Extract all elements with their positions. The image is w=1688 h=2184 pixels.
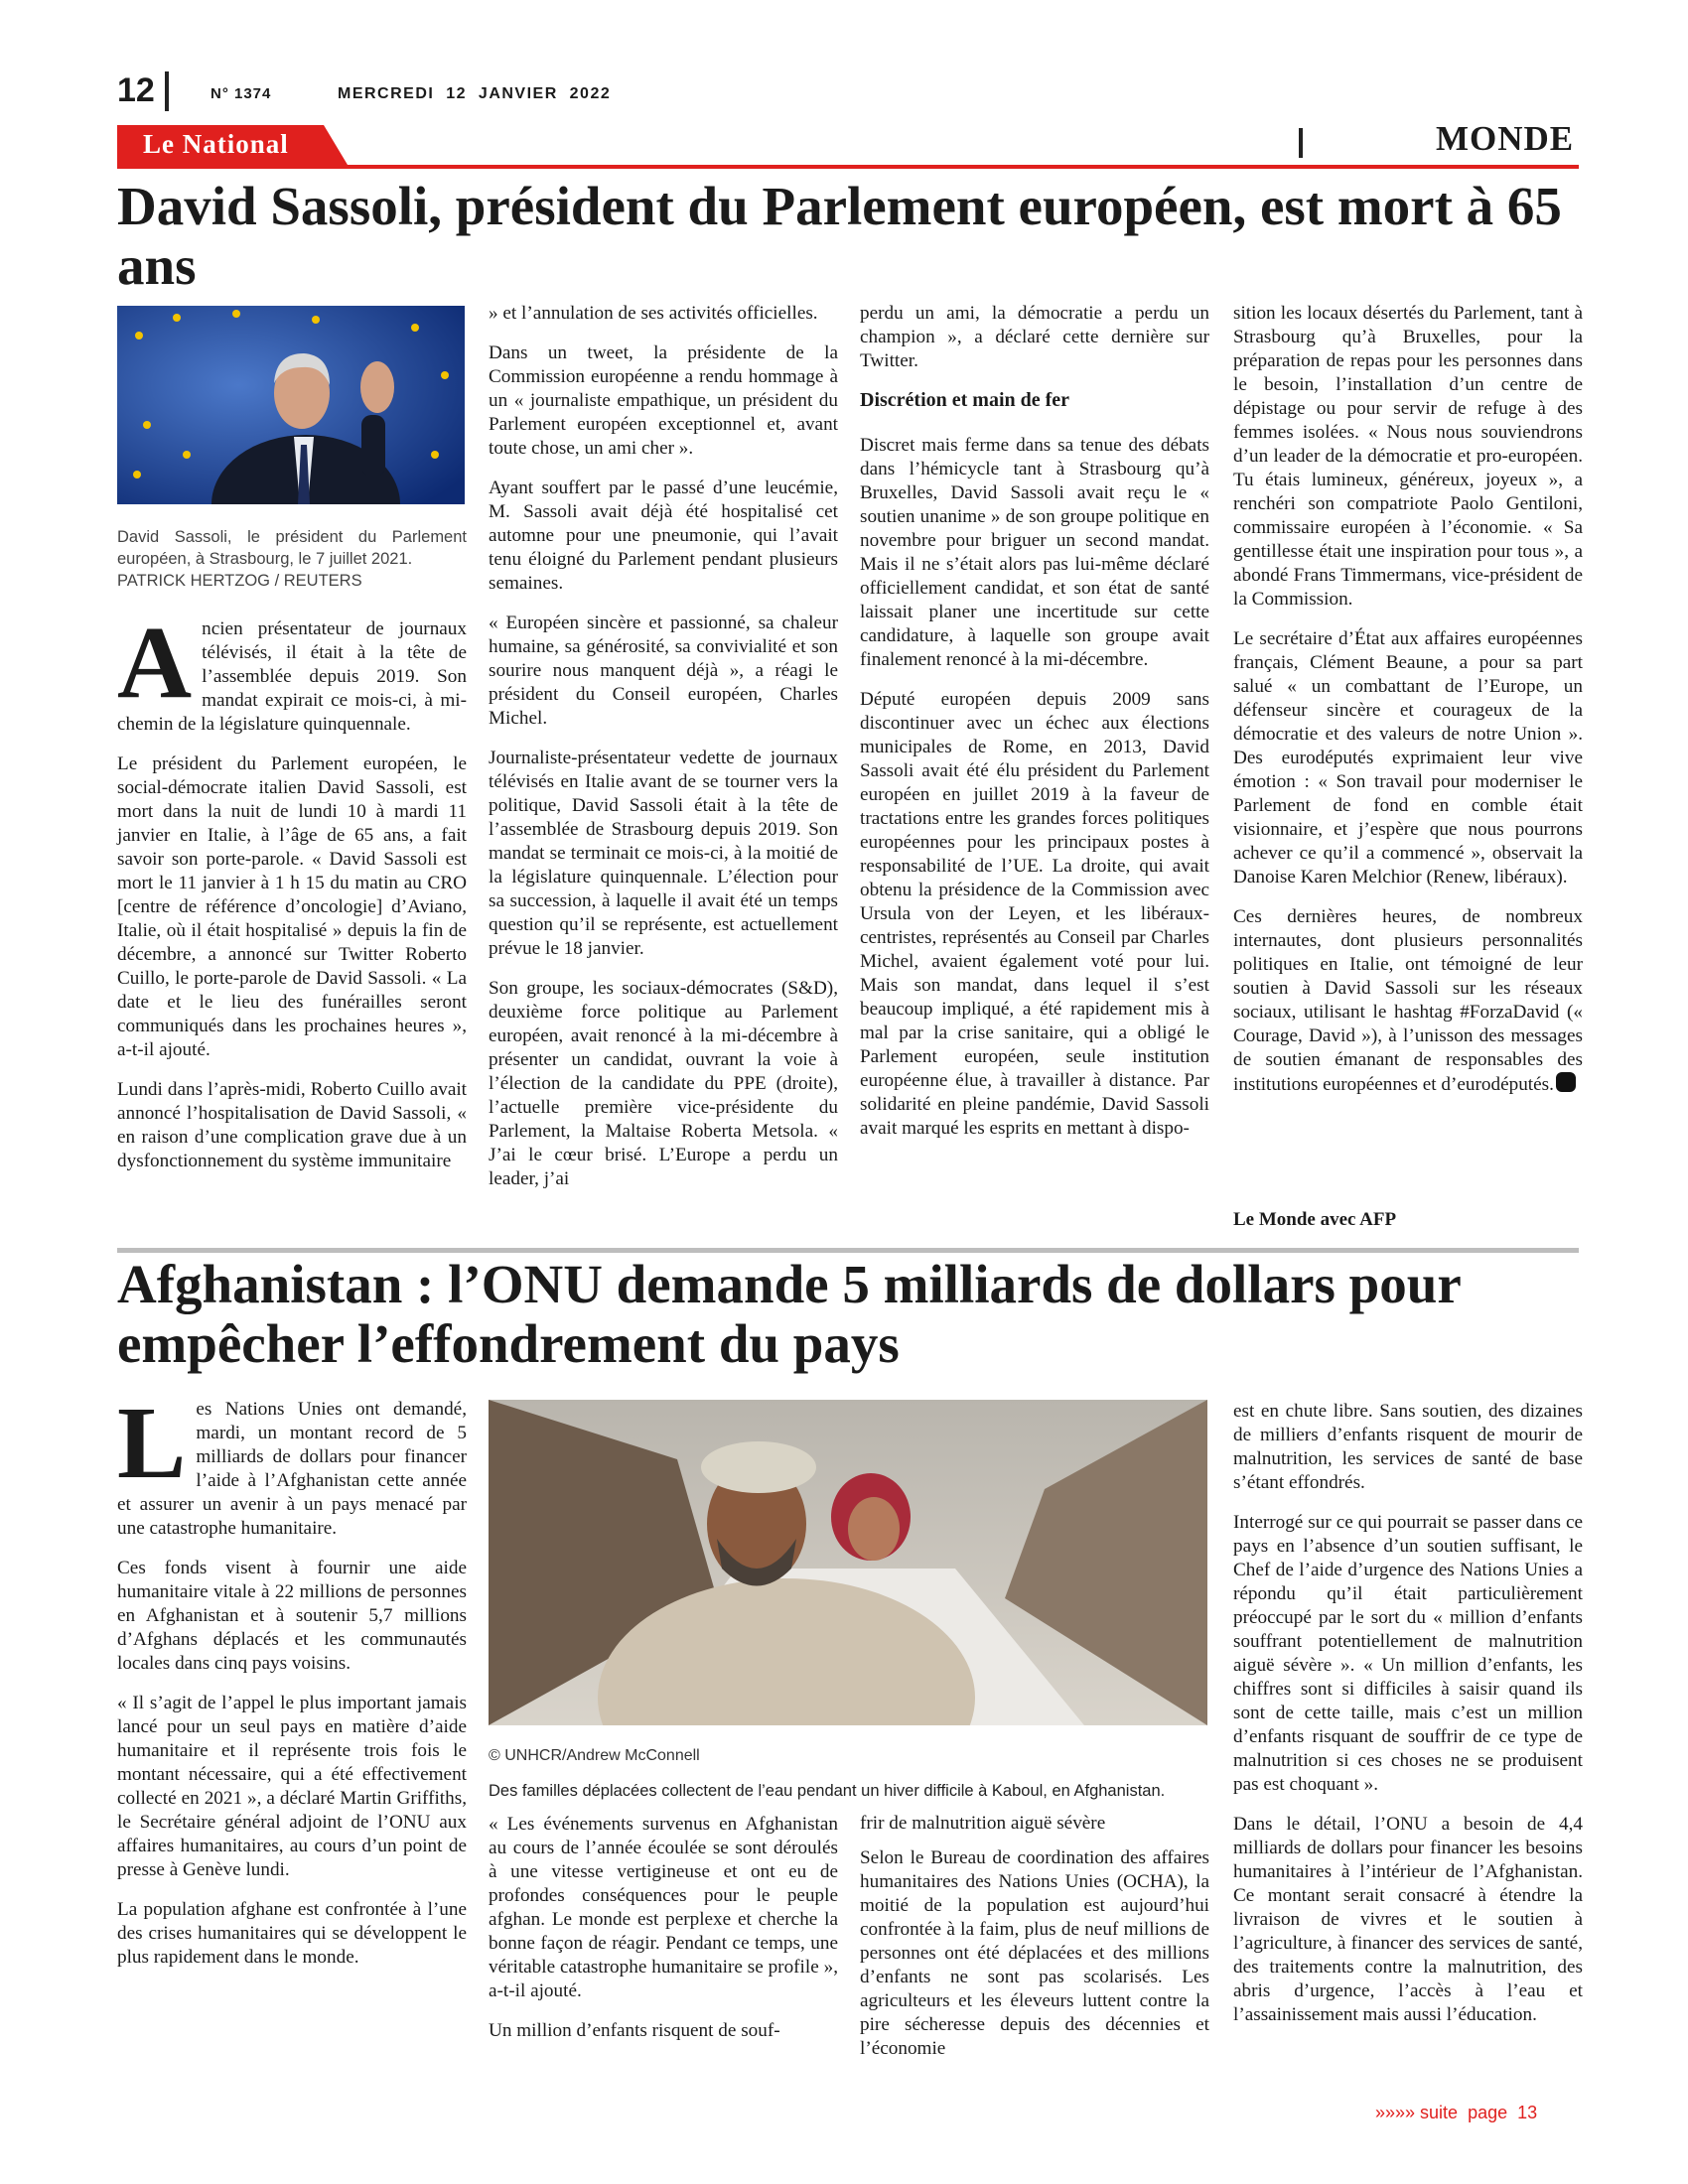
article1-column-4 — [1233, 302, 1583, 1113]
article1-paragraph: Lundi dans l’après-midi, Roberto Cuillo avait annoncé l’hospitalisation de David Sassoli, « en raison d’une complication grave due à un dysfonctionnement du système immunitaire — [117, 1079, 467, 1171]
article1-paragraph: Ayant souffert par le passé d’une leucémie, M. Sassoli avait déjà été hospitalisé cet automne pour une pneumonie, qui l’avait tenu éloigné du Parlement pendant plusieurs semaines. — [489, 478, 838, 594]
article2-paragraph: « Il s’agit de l’appel le plus important jamais lancé pour un seul pays en matière d’aide humanitaire et il représente trois fois le montant nécessaire, qui a été effectivement collecté en 2021 », a déclaré Martin Griffiths, le Secrétaire général adjoint de l’ONU aux affaires humanitaires, au cours d’un point de presse à Genève lundi. — [117, 1693, 467, 1880]
article2-paragraph: Un million d’enfants risquent de souf- — [489, 2020, 780, 2041]
article2-paragraph: Interrogé sur ce qui pourrait se passer dans ce pays en l’absence d’un soutien suffisant, le Chef de l’aide d’urgence des Nations Unies a répondu qu’il était particulièrement préoccupé par le sort du « million d’enfants souffrant potentiellement de malnutrition aiguë sévère ». « Un million d’enfants, les chiffres sont si difficiles à saisir quand ils sont de cette taille, mais c’est un million d’enfants risquant de souffrir de ce type de malnutrition si ces choses ne se produisent pas est choquant ». — [1233, 1512, 1583, 1795]
issue-number: N° 1374 — [211, 85, 272, 102]
article2-column-1 — [117, 1386, 467, 1985]
article2-dropcap: L — [117, 1386, 187, 1500]
article1-column-3 — [860, 302, 1209, 1157]
article1-headline: David Sassoli, président du Parlement européen, est mort à 65 ans — [117, 176, 1562, 296]
article1-paragraph: Ces dernières heures, de nombreux internautes, dont plusieurs personnalités politiques en Italie, ont témoigné de leur soutien à David Sassoli sur les réseaux sociaux, utilisant le hashtag #ForzaDavid (« Courage, David »), à l’unisson des messages de soutien émanant de responsables des institutions européennes et d’eurodéputés. — [1233, 906, 1583, 1095]
end-mark-icon — [1556, 1072, 1576, 1092]
section-title: MONDE — [1436, 119, 1575, 158]
article-separator — [117, 1248, 1579, 1253]
article1-paragraph: Dans un tweet, la présidente de la Commission européenne a rendu hommage à un « journaliste empathique, un président du Parlement européen exceptionnel et, avant toute chose, un ami cher ». — [489, 342, 838, 459]
brand-banner — [117, 125, 348, 165]
article1-column-2 — [489, 302, 838, 1207]
article2-headline: Afghanistan : l’ONU demande 5 milliards de dollars pour empêcher l’effondrement du pays — [117, 1254, 1461, 1374]
article1-paragraph: Discret mais ferme dans sa tenue des débats dans l’hémicycle tant à Strasbourg qu’à Bruxelles, David Sassoli avait reçu le « soutien unanime » de son groupe politique en novembre pour briguer un second mandat. Mais il ne s’était alors pas lui-même déclaré officiellement candidat, et son état de santé laissait planer une incertitude sur cette candidature, à laquelle son groupe avait finalement renoncé à la mi-décembre. — [860, 435, 1209, 670]
article1-paragraph: sition les locaux désertés du Parlement, tant à Strasbourg qu’à Bruxelles, pour la préparation de repas pour les personnes dans le besoin, l’installation d’un centre de dépistage ou pour servir de refuge à des femmes isolées. « Nous nous souviendrons d’un leader de la démocratie et pro-européen. Tu étais lumineux, généreux, joyeux », a renchéri son compatriote Paolo Gentiloni, commissaire européen à l’économie. « Sa gentillesse était une inspiration pour tous », a abondé Frans Timmermans, vice-président de la Commission. — [1233, 303, 1583, 610]
article1-paragraph: Journaliste-présentateur vedette de journaux télévisés en Italie avant de se tourner vers la politique, David Sassoli était à la tête de l’assemblée de Strasbourg depuis 2019. Son mandat se terminait ce mois-ci, à la moitié de la législature quinquennale. L’élection pour sa succession, à laquelle il avait été un temps question qu’il se représente, est actuellement prévue le 18 janvier. — [489, 748, 838, 959]
brand-name: Le National — [143, 129, 289, 159]
article1-photo-caption: David Sassoli, le président du Parlement européen, à Strasbourg, le 7 juillet 2021. — [117, 528, 467, 568]
article2-column-4 — [1233, 1400, 1583, 2043]
article2-subheading: frir de malnutrition aiguë sévère — [860, 1813, 1106, 1834]
article2-paragraph: « Les événements survenus en Afghanistan au cours de l’année écoulée se sont déroulés à une vitesse vertigineuse et ont eu de profondes conséquences pour le peuple afghan. Le monde est perplexe et cherche la bonne façon de réagir. Pendant ce temps, une véritable catastrophe humanitaire se profile », a-t-il ajouté. — [489, 1814, 838, 2001]
article1-dropcap: A — [117, 606, 193, 720]
article2-column-3 — [860, 1813, 1209, 2077]
article1-paragraph: perdu un ami, la démocratie a perdu un champion », a déclaré cette dernière sur Twitter. — [860, 303, 1209, 371]
page-number-divider — [165, 71, 169, 111]
article2-paragraph: La population afghane est confrontée à l’une des crises humanitaires qui se développent le plus rapidement dans le monde. — [117, 1899, 467, 1968]
header-rule — [117, 165, 1579, 169]
article2-photo-caption: Des familles déplacées collectent de l’eau pendant un hiver difficile à Kaboul, en Afghanistan. — [489, 1782, 1166, 1800]
article2-paragraph: Dans le détail, l’ONU a besoin de 4,4 milliards de dollars pour financer les besoins humanitaires à l’intérieur de l’Afghanistan. Ce montant serait consacré à étendre la livraison de vivres et le soutien à l’agriculture, à financer des services de santé, des traitements contre la malnutrition, des abris d’urgence, l’accès à l’eau et l’assainissement mais aussi l’éducation. — [1233, 1814, 1583, 2025]
article2-paragraph: es Nations Unies ont demandé, mardi, un montant record de 5 milliards de dollars pour financer l’aide à l’Afghanistan cette année et assurer un avenir à un pays menacé par une catastrophe humanitaire. — [117, 1399, 467, 1539]
article2-paragraph: Selon le Bureau de coordination des affaires humanitaires des Nations Unies (OCHA), la moitié de la population est aujourd’hui confrontée à la faim, plus de neuf millions de personnes ont été déplacées et des millions d’enfants ne sont pas scolarisés. Les agriculteurs et les éleveurs luttent contre la pire sécheresse depuis des décennies et l’économie — [860, 1847, 1209, 2059]
page-number: 12 — [117, 71, 155, 109]
article2-paragraph: est en chute libre. Sans soutien, des dizaines de milliers d’enfants risquent de mourir de malnutrition, les services de santé de base s’étant effondrés. — [1233, 1401, 1583, 1493]
article1-subheading: Discrétion et main de fer — [860, 389, 1070, 411]
issue-date: MERCREDI 12 JANVIER 2022 — [338, 85, 612, 102]
article1-column-1 — [117, 306, 467, 1189]
article1-paragraph: ncien présentateur de journaux télévisés, il était à la tête de l’assemblée depuis 2019. Son mandat expirait ce mois-ci, à mi-chemin de la législature quinquennale. — [117, 618, 467, 735]
article1-paragraph: » et l’annulation de ses activités officielles. — [489, 303, 818, 324]
article2-photo-credit: © UNHCR/Andrew McConnell — [489, 1747, 700, 1764]
article1-paragraph: « Européen sincère et passionné, sa chaleur humaine, sa générosité, sa convivialité et son sourire nous manquent déjà », a réagi le président du Conseil européen, Charles Michel. — [489, 613, 838, 729]
sassoli-photo — [117, 306, 465, 504]
article2-column-2 — [489, 1813, 838, 2059]
continued-link[interactable]: »»»» suite page 13 — [1375, 2103, 1538, 2122]
article2-paragraph: Ces fonds visent à fournir une aide humanitaire vitale à 22 millions de personnes en Afghanistan et à soutenir 5,7 millions d’Afghans déplacés et les communautés locales dans cinq pays voisins. — [117, 1558, 467, 1674]
article1-paragraph: Son groupe, les sociaux-démocrates (S&D), deuxième force politique au Parlement européen, avait renoncé à la mi-décembre à présenter un candidat, ouvrant la voie à l’élection de la candidate du PPE (droite), l’actuelle première vice-présidente du Parlement, la Maltaise Roberta Metsola. « J’ai le cœur brisé. L’Europe a perdu un leader, j’ai — [489, 978, 838, 1189]
afghanistan-photo — [489, 1400, 1207, 1725]
section-divider — [1299, 128, 1303, 158]
article1-paragraph: Le président du Parlement européen, le social-démocrate italien David Sassoli, est mort dans la nuit de lundi 10 à mardi 11 janvier en Italie, à l’âge de 65 ans, a fait savoir son porte-parole. « David Sassoli est mort le 11 janvier à 1 h 15 du matin au CRO [centre de référence d’oncologie] d’Aviano, Italie, où il était hospitalisé » depuis la fin de décembre, a annoncé sur Twitter Roberto Cuillo, le porte-parole de David Sassoli. « La date et le lieu des funérailles seront communiqués dans les prochaines heures », a-t-il ajouté. — [117, 753, 467, 1060]
article1-paragraph: Député européen depuis 2009 sans discontinuer avec un échec aux élections municipales de Rome, en 2013, David Sassoli avait été élu président du Parlement européen en juillet 2019 à la faveur de tractations entre les grandes forces politiques européennes pour les principaux postes à responsabilité de l’UE. La droite, qui avait obtenu la présidence de la Commission avec Ursula von der Leyen, et les libéraux-centristes, représentés au Conseil par Charles Michel, avaient également voté pour lui. Mais son mandat, dans lequel il s’est beaucoup impliqué, a été rapidement mis à mal par la crise sanitaire, qui a obligé le Parlement européen, seule institution européenne élue, à travailler à distance. Par solidarité en pleine pandémie, David Sassoli avait marqué les esprits en mettant à dispo- — [860, 689, 1209, 1139]
article1-photo-credit: PATRICK HERTZOG / REUTERS — [117, 572, 362, 590]
article1-paragraph: Le secrétaire d’État aux affaires européennes français, Clément Beaune, a pour sa part salué « un combattant de l’Europe, un défenseur sincère et courageux de la démocratie et des valeurs de notre Union ». Des eurodéputés exprimaient leur vive émotion : « Son travail pour moderniser le Parlement de fond en comble était visionnaire, et j’espère que nous pourrons achever ce qu’il a commencé », observait la Danoise Karen Melchior (Renew, libéraux). — [1233, 628, 1583, 887]
article1-signature: Le Monde avec AFP — [1233, 1209, 1397, 1230]
